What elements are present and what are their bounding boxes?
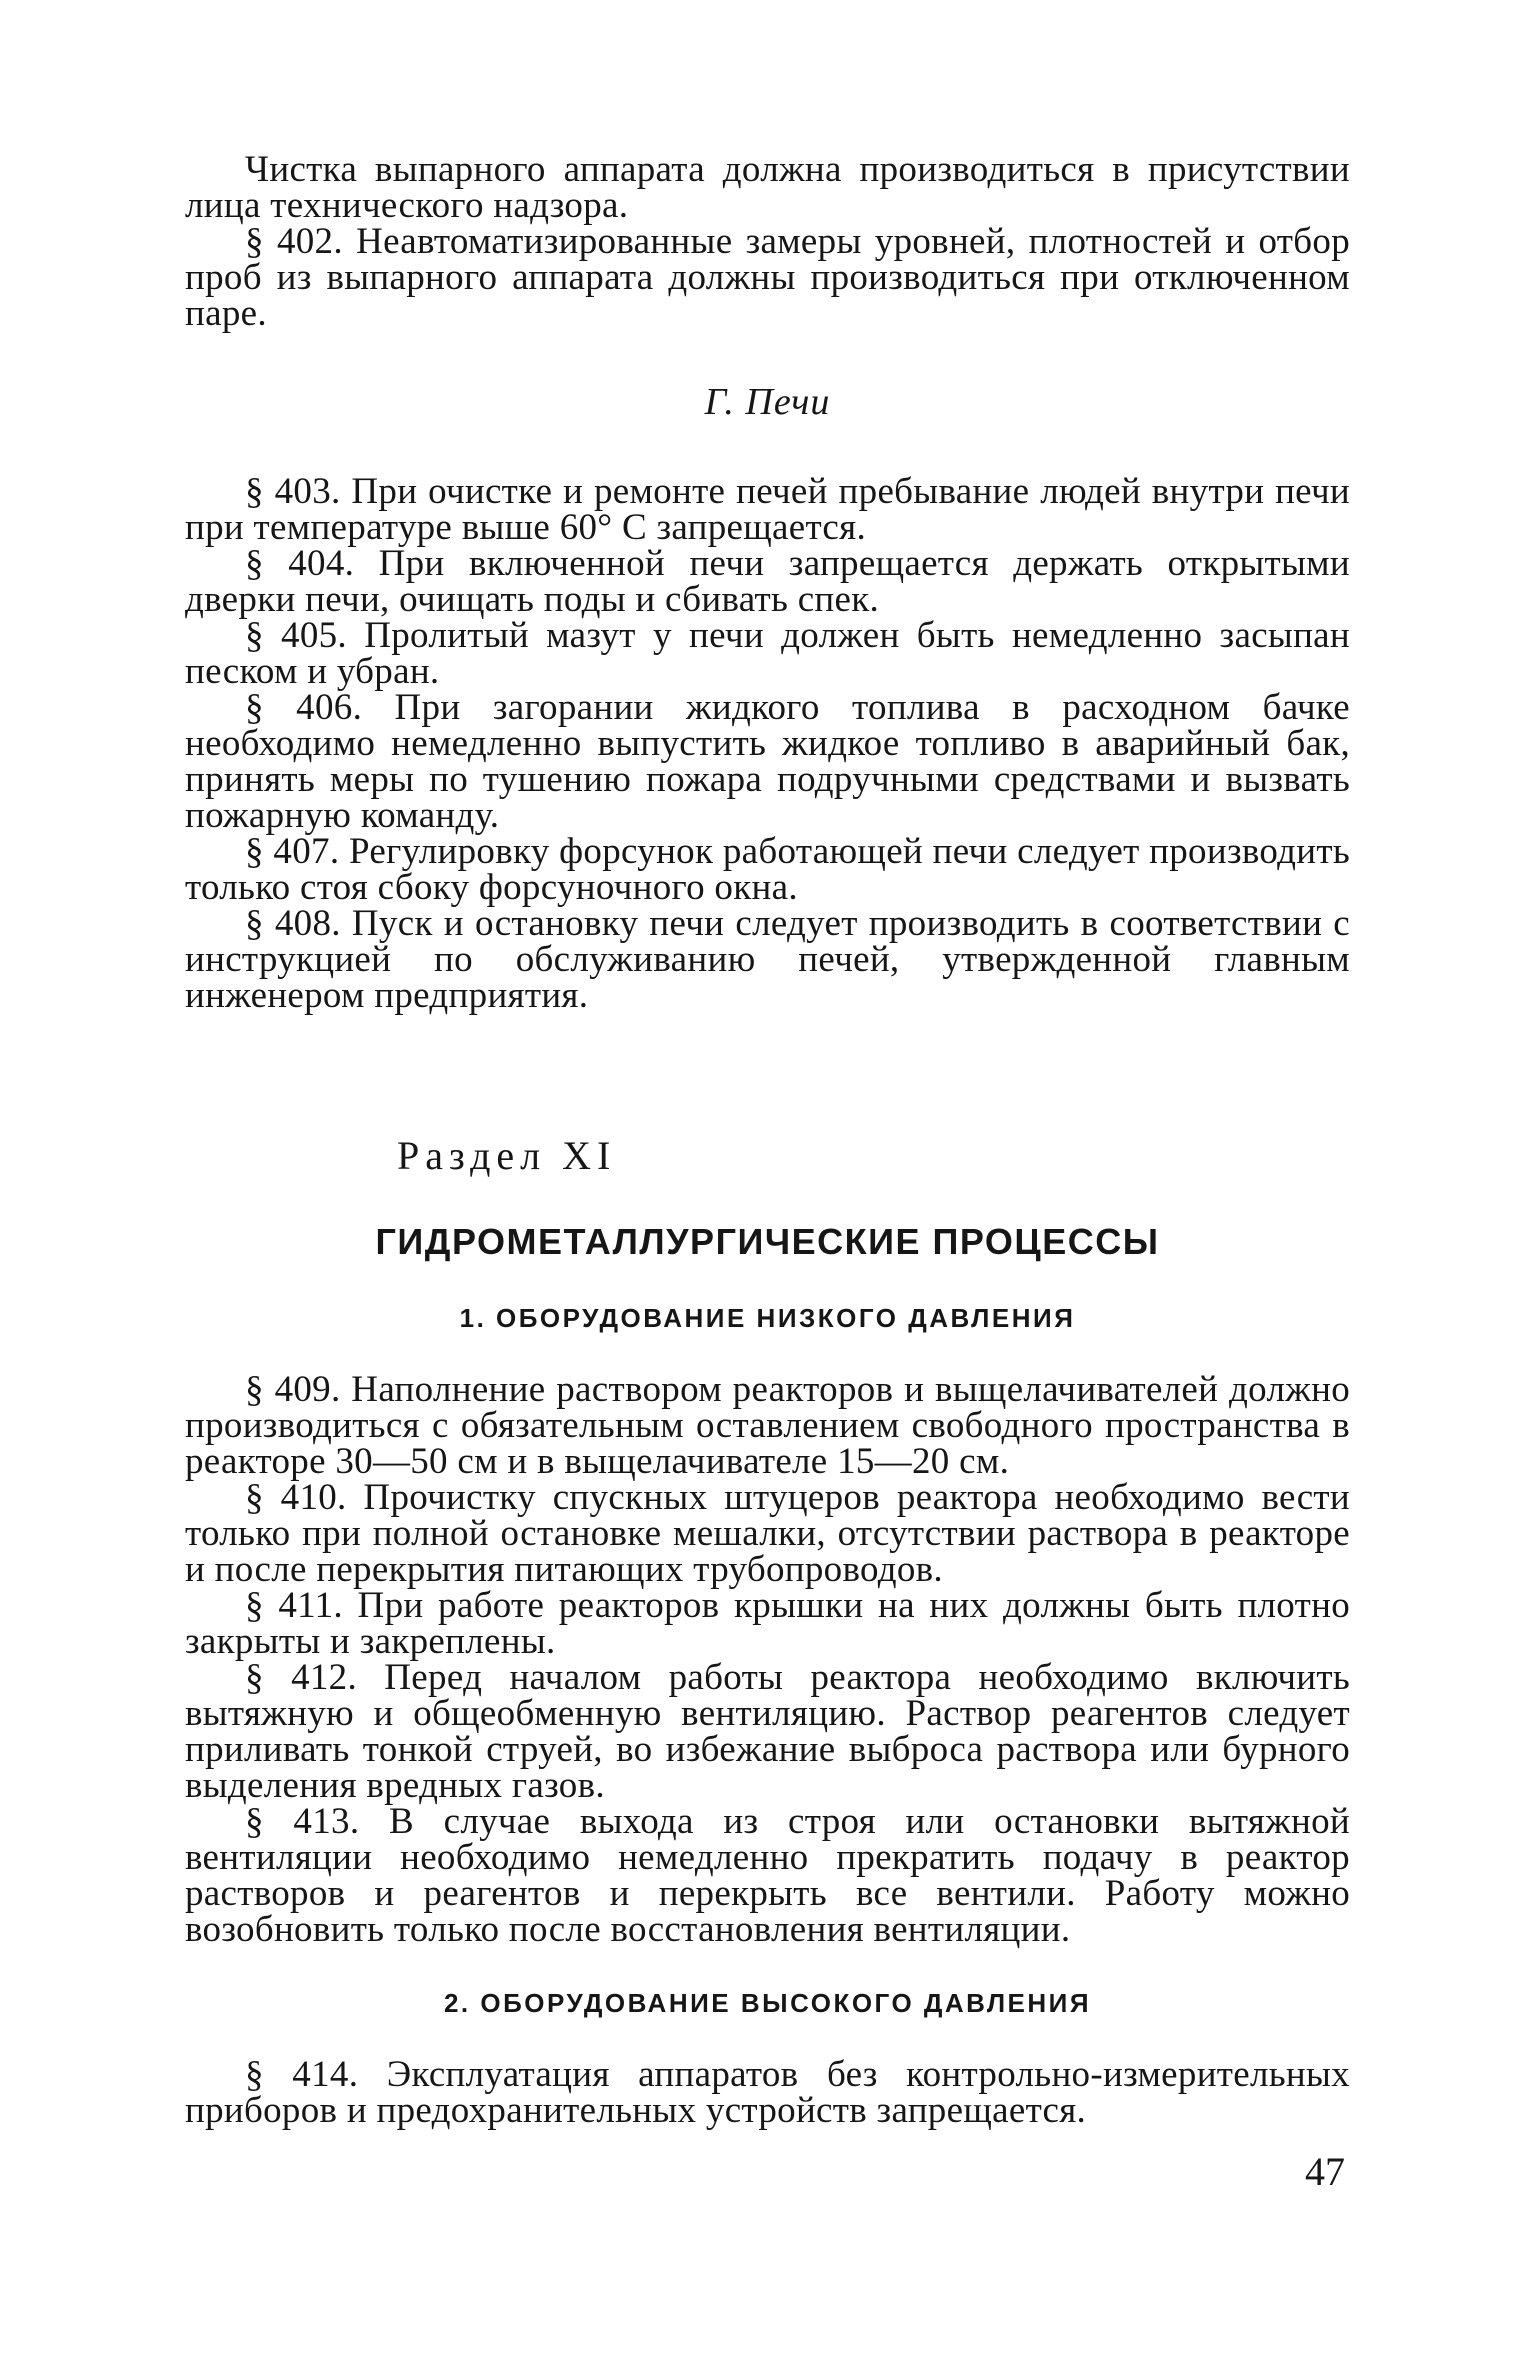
subheading-furnaces: Г. Печи	[704, 381, 831, 423]
paragraph-403: § 403. При очистке и ремонте печей пребывание людей внутри печи при температуре выше 60° С запрещается.	[185, 471, 1350, 548]
paragraph-409: § 409. Наполнение раствором реакторов и выщелачивателей должно производиться с обязательным оставлением свободного пространства в реакторе 30—50 см и в выщелачивателе 15—20 см.	[185, 1369, 1350, 1482]
subsection-title-low-pressure: 1. ОБОРУДОВАНИЕ НИЗКОГО ДАВЛЕНИЯ	[459, 1303, 1076, 1333]
section-title: ГИДРОМЕТАЛЛУРГИЧЕСКИЕ ПРОЦЕССЫ	[375, 1221, 1160, 1262]
paragraph-410: § 410. Прочистку спускных штуцеров реактора необходимо вести только при полной остановке мешалки, отсутствии раствора в реакторе и после перекрытия питающих трубопроводов.	[185, 1477, 1350, 1590]
paragraph-404: § 404. При включенной печи запрещается держать открытыми дверки печи, очищать поды и сбивать спек.	[185, 543, 1350, 620]
paragraph-405: § 405. Пролитый мазут у печи должен быть немедленно засыпан песком и убран.	[185, 615, 1350, 692]
paragraph-414: § 414. Эксплуатация аппаратов без контрольно-измерительных приборов и предохранительных устройств запрещается.	[185, 2054, 1350, 2131]
subsection-title-high-pressure: 2. ОБОРУДОВАНИЕ ВЫСОКОГО ДАВЛЕНИЯ	[443, 1988, 1092, 2018]
paragraph-402: § 402. Неавтоматизированные замеры уровней, плотностей и отбор проб из выпарного аппарата должны производиться при отключенном паре.	[185, 221, 1350, 334]
paragraph-408: § 408. Пуск и остановку печи следует производить в соответствии с инструкцией по обслуживанию печей, утвержденной главным инженером предприятия.	[185, 903, 1350, 1016]
page-body	[185, 149, 1350, 2131]
paragraph-412: § 412. Перед началом работы реактора необходимо включить вытяжную и общеобменную вентиляцию. Раствор реагентов следует приливать тонкой струей, во избежание выброса раствора или бурного выделения вредных газов.	[185, 1657, 1350, 1806]
paragraph-406: § 406. При загорании жидкого топлива в расходном бачке необходимо немедленно выпустить жидкое топливо в аварийный бак, принять меры по тушению пожара подручными средствами и вызвать пожарную команду.	[185, 687, 1350, 836]
page-number: 47	[1305, 2149, 1345, 2194]
paragraph-407: § 407. Регулировку форсунок работающей печи следует производить только стоя сбоку форсуночного окна.	[185, 831, 1350, 908]
section-spacer	[185, 1014, 1350, 1132]
paragraph-413: § 413. В случае выхода из строя или остановки вытяжной вентиляции необходимо немедленно прекратить подачу в реактор растворов и реагентов и перекрыть все вентили. Работу можно возобновить только после восстановления вентиляции.	[185, 1801, 1350, 1950]
section-label: Раздел XI	[397, 1133, 617, 1178]
paragraph-intro-1: Чистка выпарного аппарата должна производиться в присутствии лица технического надзора.	[185, 149, 1350, 226]
paragraph-411: § 411. При работе реакторов крышки на них должны быть плотно закрыты и закреплены.	[185, 1585, 1350, 1662]
